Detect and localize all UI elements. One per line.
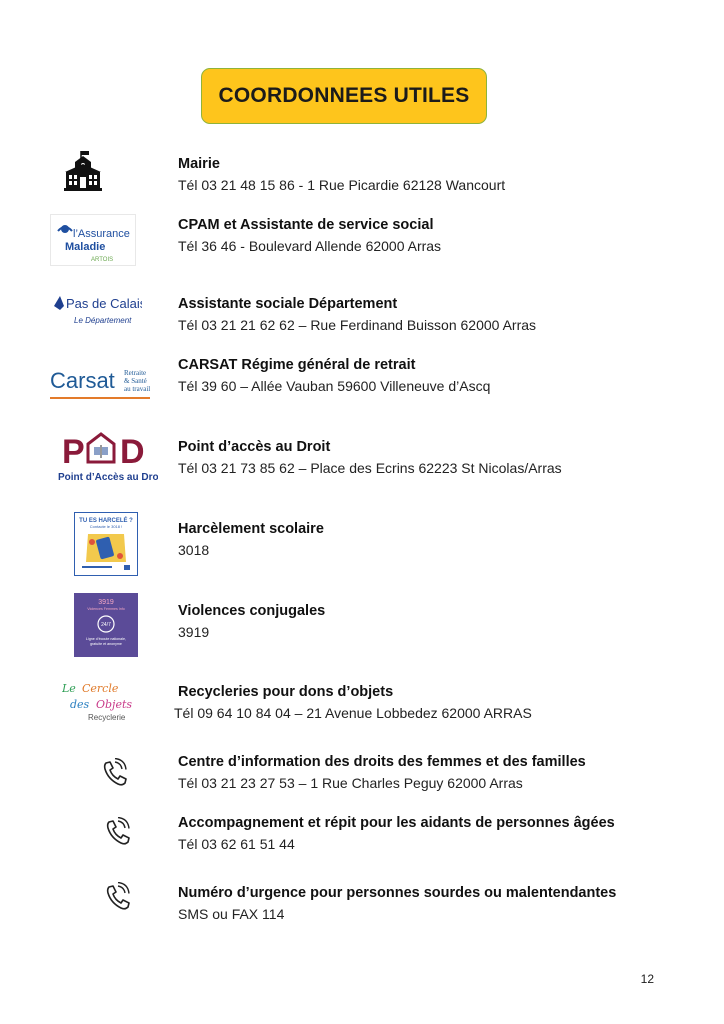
- pdc-line2: Le Département: [74, 316, 132, 325]
- pdc-line1: Pas de Calais: [66, 296, 142, 311]
- carsat-sub3: au travail: [124, 385, 151, 393]
- entry-detail: Tél 03 21 48 15 86 - 1 Rue Picardie 62128 Wancourt: [178, 177, 506, 193]
- phone-icon: [100, 758, 128, 788]
- contact-entry-carsat: [178, 356, 698, 396]
- cpam-logo: [50, 214, 136, 266]
- contact-entry-departement: [178, 295, 698, 335]
- contact-entry-mairie: [178, 155, 698, 195]
- pas-de-calais-logo: [52, 292, 142, 328]
- pad-p: P: [62, 433, 85, 471]
- entry-detail: Tél 03 21 73 85 62 – Place des Ecrins 62223 St Nicolas/Arras: [178, 460, 562, 476]
- contact-entry-pad: [178, 438, 698, 478]
- recyc-caption: Recyclerie: [88, 713, 126, 722]
- phone-icon: [103, 882, 131, 912]
- page-number: 12: [640, 972, 654, 986]
- carsat-sub2: & Santé: [124, 377, 147, 385]
- entry-name: CARSAT Régime général de retrait: [178, 357, 416, 373]
- recyc-objets: Objets: [96, 698, 133, 711]
- entry-name: Harcèlement scolaire: [178, 521, 324, 537]
- contact-entry-recyclerie: [174, 683, 698, 723]
- cpam-line3: ARTOIS: [91, 257, 114, 263]
- entry-name: Recycleries pour dons d’objets: [178, 684, 394, 700]
- pad-caption: Point d’Accès au Droit: [58, 472, 158, 483]
- recyc-cercle: Cercle: [82, 682, 119, 695]
- entry-detail: Tél 03 62 61 51 44: [178, 836, 295, 852]
- entry-name: Violences conjugales: [178, 603, 326, 619]
- entry-detail: Tél 39 60 – Allée Vauban 59600 Villeneuve d’Ascq: [178, 378, 491, 394]
- entry-detail: Tél 36 46 - Boulevard Allende 62000 Arras: [178, 238, 442, 254]
- violences-caption1: Ligne d’écoute nationale,: [86, 637, 126, 641]
- pad-logo: [58, 430, 158, 486]
- harcelement-title: TU ES HARCELÉ ?: [79, 518, 133, 524]
- entry-detail: SMS ou FAX 114: [178, 906, 285, 922]
- recyc-des: des: [70, 698, 90, 711]
- cpam-line1: l’Assurance: [73, 228, 130, 240]
- entry-name: Assistante sociale Département: [178, 296, 398, 312]
- entry-name: Accompagnement et répit pour les aidants de personnes âgées: [178, 815, 615, 831]
- title-banner: [201, 68, 487, 124]
- violences-sub: Violences Femmes Info: [87, 607, 125, 611]
- violences-3919-logo: [74, 593, 138, 657]
- violences-caption2: gratuite et anonyme: [90, 642, 122, 646]
- entry-detail: Tél 09 64 10 84 04 – 21 Avenue Lobbedez 62000 ARRAS: [174, 705, 532, 721]
- town-hall-icon: [62, 150, 104, 192]
- page-title: COORDONNEES UTILES: [218, 84, 470, 107]
- contact-entry-violences: [178, 602, 698, 642]
- contact-entry-harcelement: [178, 520, 698, 560]
- entry-name: Centre d’information des droits des femmes et des familles: [178, 754, 586, 770]
- entry-detail: Tél 03 21 23 27 53 – 1 Rue Charles Peguy 62000 Arras: [178, 775, 523, 791]
- contact-entry-aidants: [178, 814, 698, 854]
- phone-icon: [103, 817, 131, 847]
- contact-entry-cidff: [178, 753, 698, 793]
- harcelement-sub: Contacte le 3018 !: [89, 524, 123, 529]
- entry-detail: 3018: [178, 542, 210, 558]
- entry-name: Numéro d’urgence pour personnes sourdes ou malentendantes: [178, 885, 617, 901]
- carsat-main: Carsat: [50, 368, 115, 393]
- recyclerie-logo: [62, 676, 148, 724]
- entry-name: CPAM et Assistante de service social: [178, 217, 434, 233]
- pad-d: D: [120, 433, 145, 471]
- harcelement-3018-logo: [74, 512, 138, 576]
- carsat-sub1: Retraite: [124, 369, 147, 377]
- cpam-line2: Maladie: [65, 241, 106, 253]
- recyc-le: Le: [62, 682, 76, 695]
- contact-entry-urgence-sourds: [178, 884, 698, 924]
- entry-name: Mairie: [178, 156, 220, 172]
- entry-detail: Tél 03 21 21 62 62 – Rue Ferdinand Buisson 62000 Arras: [178, 317, 537, 333]
- violences-num: 3919: [98, 599, 114, 606]
- violences-247: 24/7: [101, 622, 111, 628]
- entry-name: Point d’accès au Droit: [178, 439, 331, 455]
- entry-detail: 3919: [178, 624, 210, 640]
- carsat-logo: [50, 364, 154, 402]
- contact-entry-cpam: [178, 216, 698, 256]
